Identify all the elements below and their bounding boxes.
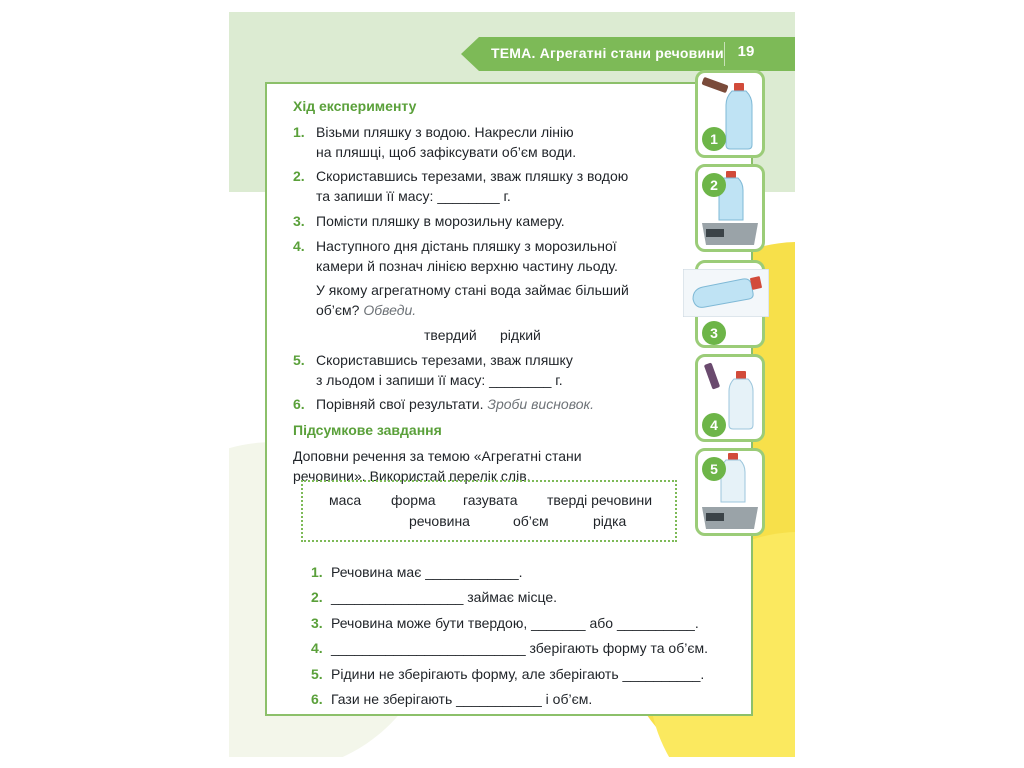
step-number: 5. bbox=[293, 352, 305, 368]
option-liquid[interactable]: рідкий bbox=[500, 327, 541, 343]
topic-title: ТЕМА. Агрегатні стани речовини bbox=[491, 45, 724, 61]
step-text: Помісти пляшку в морозильну камеру. bbox=[316, 213, 565, 229]
sentence-number: 2. bbox=[311, 589, 323, 605]
image-label: 2 bbox=[702, 173, 726, 197]
image-label: 5 bbox=[702, 457, 726, 481]
sentence-text: _________________________ зберігають форму та об’єм. bbox=[331, 640, 708, 656]
step-text: Скориставшись терезами, зваж пляшку з водою bbox=[316, 168, 629, 184]
step-text: на пляшці, щоб зафіксувати об’єм води. bbox=[316, 144, 577, 160]
word-item: форма bbox=[391, 492, 436, 508]
step-text: та запиши її масу: ________ г. bbox=[316, 188, 511, 204]
header-separator bbox=[724, 42, 725, 66]
step-2-image bbox=[695, 164, 765, 252]
step-text: камери й познач лінією верхню частину льоду. bbox=[316, 258, 618, 274]
word-bank bbox=[301, 480, 677, 542]
sentence-number: 4. bbox=[311, 640, 323, 656]
sentence-text: Гази не зберігають ___________ і об’єм. bbox=[331, 691, 593, 707]
image-label: 3 bbox=[702, 321, 726, 345]
image-label: 4 bbox=[702, 413, 726, 437]
step-text: з льодом і запиши її масу: ________ г. bbox=[316, 372, 563, 388]
step-number: 4. bbox=[293, 238, 305, 254]
question-hint: Обведи. bbox=[363, 302, 417, 318]
word-item: речовина bbox=[409, 513, 470, 529]
content-card bbox=[265, 82, 753, 716]
question-text bbox=[316, 300, 416, 320]
word-item: рідка bbox=[593, 513, 627, 529]
word-item: об’єм bbox=[513, 513, 549, 529]
experiment-heading: Хід експерименту bbox=[293, 98, 417, 114]
step-4-image bbox=[695, 354, 765, 442]
step-5-image bbox=[695, 448, 765, 536]
step-6-text: Порівняй свої результати. bbox=[316, 396, 484, 412]
sentence-number: 3. bbox=[311, 615, 323, 631]
sentence-text: Рідини не зберігають форму, але зберігають __________. bbox=[331, 666, 705, 682]
question-text: У якому агрегатному стані вода займає більший bbox=[316, 282, 629, 298]
frozen-bottle-icon bbox=[683, 269, 769, 317]
final-task-heading: Підсумкове завдання bbox=[293, 422, 442, 438]
step-text: Наступного дня дістань пляшку з морозильної bbox=[316, 238, 617, 254]
step-text bbox=[316, 394, 594, 414]
step-number: 6. bbox=[293, 396, 305, 412]
word-item: маса bbox=[329, 492, 362, 508]
question-text-end: об’єм? bbox=[316, 302, 360, 318]
sentence-number: 5. bbox=[311, 666, 323, 682]
sentence-number: 1. bbox=[311, 564, 323, 580]
step-text: Скориставшись терезами, зваж пляшку bbox=[316, 352, 573, 368]
step-6-hint: Зроби висновок. bbox=[487, 396, 594, 412]
sentence-text: Речовина може бути твердою, _______ або __________. bbox=[331, 615, 699, 631]
step-number: 2. bbox=[293, 168, 305, 184]
sentence-text: Речовина має ____________. bbox=[331, 564, 523, 580]
option-solid[interactable]: твердий bbox=[424, 327, 477, 343]
word-item: газувата bbox=[463, 492, 518, 508]
final-task-intro: речовини». Використай перелік слів. bbox=[293, 468, 531, 484]
step-1-image bbox=[695, 70, 765, 158]
step-text: Візьми пляшку з водою. Накресли лінію bbox=[316, 124, 574, 140]
image-label: 1 bbox=[702, 127, 726, 151]
page-number: 19 bbox=[737, 43, 755, 60]
textbook-page bbox=[229, 12, 795, 757]
step-number: 3. bbox=[293, 213, 305, 229]
word-item: тверді речовини bbox=[547, 492, 653, 508]
sentence-number: 6. bbox=[311, 691, 323, 707]
sentence-text: _________________ займає місце. bbox=[331, 589, 557, 605]
final-task-intro: Доповни речення за темою «Агрегатні стани bbox=[293, 448, 582, 464]
step-number: 1. bbox=[293, 124, 305, 140]
